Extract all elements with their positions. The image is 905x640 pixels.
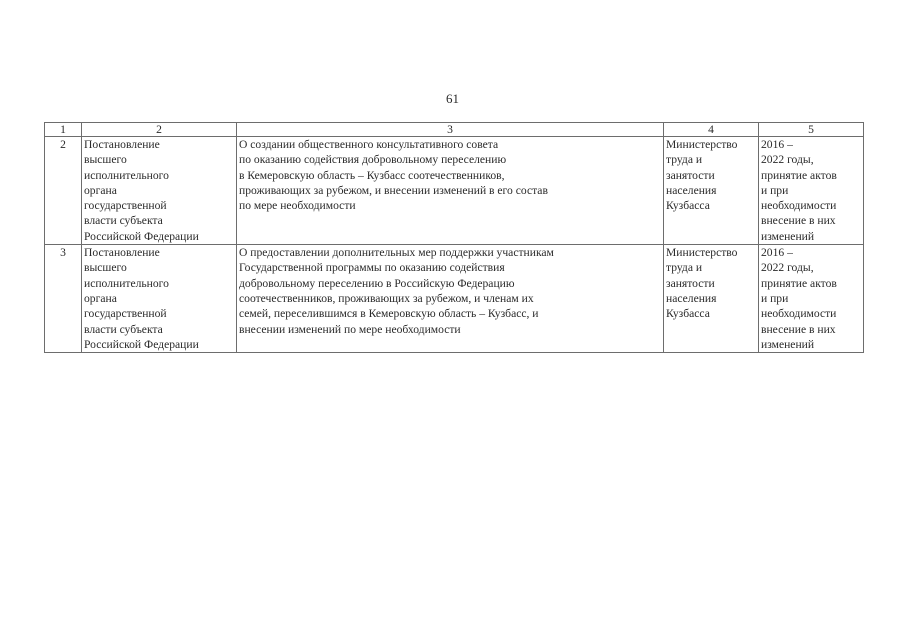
doc-type-line: органа [84, 183, 117, 197]
executor-line: Министерство [666, 138, 738, 151]
executor-line: занятости [666, 276, 715, 290]
executor-line: населения [666, 183, 717, 197]
term-line: изменений [761, 229, 815, 243]
doc-type-line: исполнительного [84, 276, 169, 290]
doc-type-cell [82, 137, 237, 245]
description-line: семей, переселившимся в Кемеровскую область – Кузбасс, и [239, 307, 539, 321]
term-line: принятие актов [761, 276, 837, 290]
term-line: внесение в них [761, 214, 836, 228]
executor-line: труда и [666, 261, 703, 275]
doc-type-cell [82, 245, 237, 353]
description-line: проживающих за рубежом, и внесении изменений в его состав [239, 183, 548, 197]
term-line: 2022 годы, [761, 153, 814, 167]
description-line: Государственной программы по оказанию содействия [239, 261, 505, 275]
description-line: по оказанию содействия добровольному переселению [239, 153, 507, 167]
description-line: соотечественников, проживающих за рубежом, и членам их [239, 291, 534, 305]
header-cell-term: 5 [759, 123, 864, 137]
doc-type-line: органа [84, 291, 117, 305]
executor-line: занятости [666, 168, 715, 182]
doc-type-line: Постановление [84, 138, 160, 151]
term-line: и при [761, 183, 789, 197]
executor-cell [664, 137, 759, 245]
executor-line: населения [666, 291, 717, 305]
doc-type-line: Постановление [84, 246, 160, 260]
description-line: по мере необходимости [239, 199, 356, 213]
description-line: О предоставлении дополнительных мер поддержки участникам [239, 246, 554, 260]
term-line: необходимости [761, 199, 837, 213]
term-line: принятие актов [761, 168, 837, 182]
description-line: О создании общественного консультативного совета [239, 138, 499, 151]
executor-cell [664, 245, 759, 353]
doc-type-line: Российской Федерации [84, 229, 199, 243]
description-line: внесении изменений по мере необходимости [239, 322, 461, 336]
term-line: 2016 – [761, 246, 793, 260]
table-row [45, 137, 864, 245]
doc-type-line: государственной [84, 307, 167, 321]
term-line: необходимости [761, 307, 837, 321]
header-cell-description: 3 [237, 123, 664, 137]
term-cell [759, 137, 864, 245]
doc-type-line: высшего [84, 261, 127, 275]
table-row [45, 245, 864, 353]
term-line: 2022 годы, [761, 261, 814, 275]
executor-line: труда и [666, 153, 703, 167]
executor-line: Министерство [666, 246, 738, 260]
table-header-row [45, 123, 864, 137]
program-measures-table [44, 122, 864, 353]
header-cell-doc-type: 2 [82, 123, 237, 137]
doc-type-line: государственной [84, 199, 167, 213]
term-line: изменений [761, 337, 815, 351]
term-line: внесение в них [761, 322, 836, 336]
doc-type-line: власти субъекта [84, 322, 163, 336]
term-line: и при [761, 291, 789, 305]
description-cell [237, 137, 664, 245]
row-number-cell: 2 [45, 137, 82, 245]
term-line: 2016 – [761, 138, 793, 151]
doc-type-line: власти субъекта [84, 214, 163, 228]
doc-type-line: Российской Федерации [84, 337, 199, 351]
row-number-cell: 3 [45, 245, 82, 353]
header-cell-num: 1 [45, 123, 82, 137]
header-cell-executor: 4 [664, 123, 759, 137]
term-cell [759, 245, 864, 353]
doc-type-line: исполнительного [84, 168, 169, 182]
page-number: 61 [446, 91, 459, 106]
description-line: в Кемеровскую область – Кузбасс соотечественников, [239, 168, 505, 182]
executor-line: Кузбасса [666, 199, 710, 213]
doc-type-line: высшего [84, 153, 127, 167]
description-line: добровольному переселению в Российскую Федерацию [239, 276, 515, 290]
description-cell [237, 245, 664, 353]
executor-line: Кузбасса [666, 307, 710, 321]
